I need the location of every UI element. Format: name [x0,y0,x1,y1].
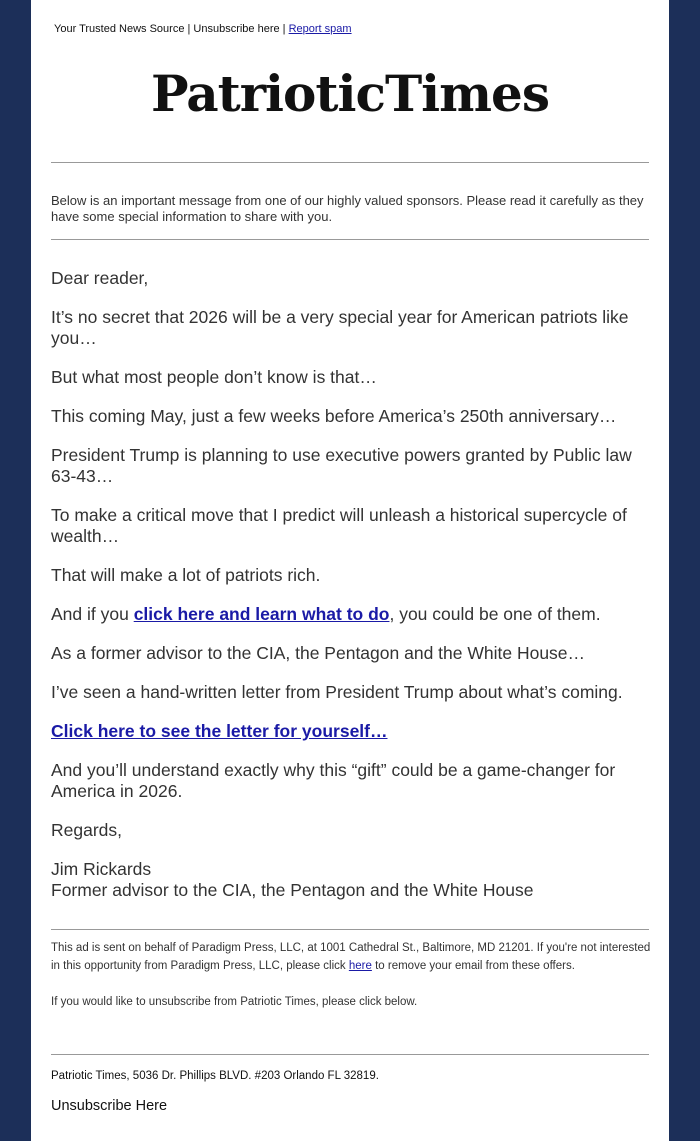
signer-name: Jim Rickards [51,859,152,879]
paragraph: And you’ll understand exactly why this “gift” could be a game-changer for America in 2026. [51,760,616,801]
paragraph: President Trump is planning to use executive powers granted by Public law 63-43… [51,445,632,486]
signer-title: Former advisor to the CIA, the Pentagon and the White House [51,880,534,900]
disclaimer [51,939,651,975]
report-spam-link[interactable]: Report spam [288,23,352,35]
paragraph [51,721,651,742]
divider [51,162,649,163]
unsubscribe-note: If you would like to unsubscribe from Patriotic Times, please click below. [51,996,418,1008]
divider [51,239,649,240]
learn-what-to-do-link[interactable]: click here and learn what to do [133,604,390,624]
legal-notice [51,939,651,1029]
paragraph: That will make a lot of patriots rich. [51,565,321,585]
greeting: Dear reader, [51,268,149,288]
logo: PatrioticTimes [150,64,550,123]
footer-address: Patriotic Times, 5036 Dr. Phillips BLVD. #203 Orlando FL 32819. [51,1070,379,1082]
signature [51,859,651,901]
paragraph: I’ve seen a hand-written letter from President Trump about what’s coming. [51,682,623,702]
letter-body [51,268,651,919]
text: And if you [51,604,134,624]
paragraph: To make a critical move that I predict will unleash a historical supercycle of wealth… [51,505,627,546]
unsubscribe-link[interactable]: Unsubscribe Here [51,1098,168,1114]
closing: Regards, [51,820,123,840]
paragraph: It’s no secret that 2026 will be a very special year for American patriots like you… [51,307,629,348]
top-bar [54,23,352,35]
text: , you could be one of them. [389,604,601,624]
paragraph: As a former advisor to the CIA, the Pentagon and the White House… [51,643,586,663]
divider [51,1054,649,1055]
paragraph [51,604,651,625]
text: This ad is sent on behalf of Paradigm Press, LLC, at 1001 Cathedral St., Baltimore, MD 21201. If you're not interested in this opportunity from Paradigm Press, LLC, please click [51,942,651,972]
remove-email-link[interactable]: here [348,960,372,972]
text: to remove your email from these offers. [371,960,575,972]
tagline: Your Trusted News Source | Unsubscribe here | [54,23,289,35]
paragraph: This coming May, just a few weeks before America’s 250th anniversary… [51,406,617,426]
see-letter-link[interactable]: Click here to see the letter for yourself… [51,721,388,741]
paragraph: But what most people don’t know is that… [51,367,377,387]
sponsor-intro: Below is an important message from one of our highly valued sponsors. Please read it carefully as they have some special information to share with you. [51,193,644,224]
divider [51,929,649,930]
email-card [31,0,669,1141]
